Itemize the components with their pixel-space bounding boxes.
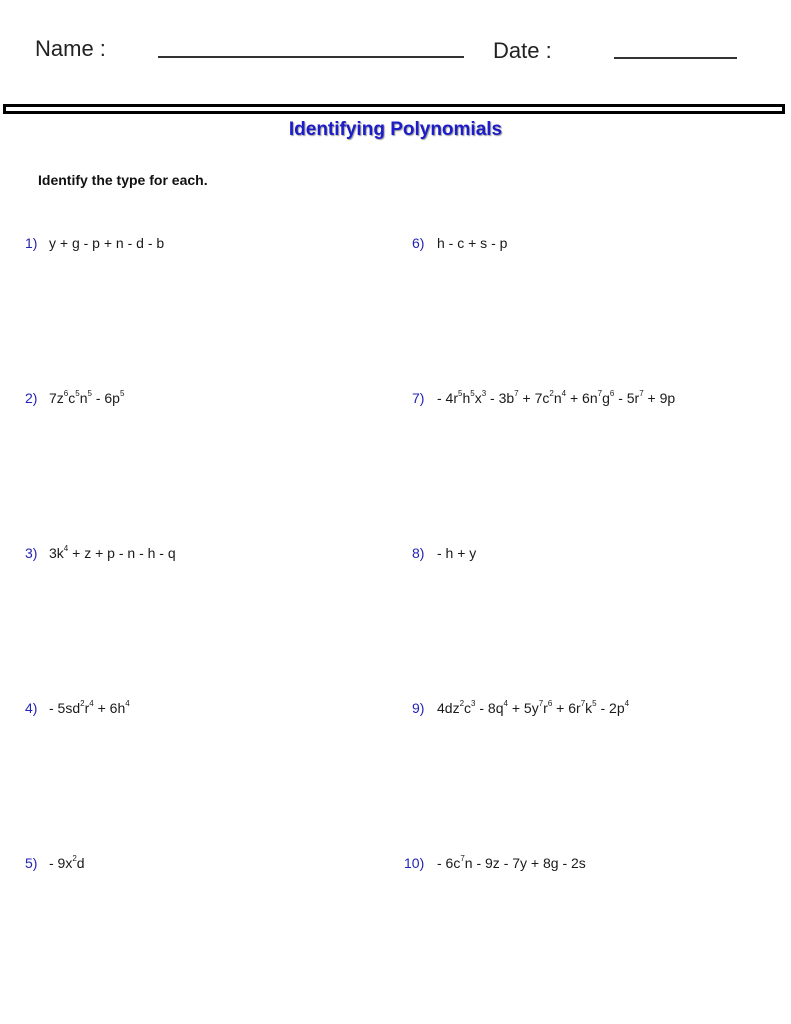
- exponent: 4: [561, 389, 567, 398]
- exponent: 6: [547, 699, 553, 708]
- expression-term: - 6c: [437, 855, 461, 871]
- exponent: 7: [639, 389, 644, 398]
- expression-term: + 5y: [507, 700, 539, 716]
- expression-term: h: [462, 390, 471, 406]
- problem-expression: [437, 235, 507, 251]
- date-field-line[interactable]: [614, 57, 737, 59]
- expression-term: h - c + s - p: [437, 235, 508, 251]
- problem-number: 8): [412, 545, 425, 561]
- problem-expression: [437, 390, 675, 406]
- problem-number: 10): [404, 855, 425, 871]
- problem-number: 7): [412, 390, 425, 406]
- exponent: 7: [580, 699, 586, 708]
- expression-term: + 9p: [643, 390, 676, 406]
- expression-term: - 5sd: [49, 700, 81, 716]
- name-field-line[interactable]: [158, 56, 464, 58]
- problem-item: [0, 700, 791, 718]
- expression-term: - h + y: [437, 545, 477, 561]
- expression-term: - 4r: [437, 390, 458, 406]
- exponent: 4: [503, 699, 508, 708]
- expression-term: n - 9z - 7y + 8g - 2s: [464, 855, 586, 871]
- exponent: 7: [597, 389, 603, 398]
- problem-expression: [437, 700, 629, 716]
- exponent: 5: [75, 389, 80, 398]
- expression-term: k: [585, 700, 593, 716]
- expression-term: y + g - p + n - d - b: [49, 235, 165, 251]
- exponent: 5: [592, 699, 597, 708]
- exponent: 3: [471, 699, 476, 708]
- expression-term: - 6p: [91, 390, 120, 406]
- expression-term: d: [76, 855, 85, 871]
- exponent: 7: [514, 389, 519, 398]
- expression-term: r: [543, 700, 548, 716]
- problem-item: [0, 855, 791, 873]
- expression-term: x: [474, 390, 482, 406]
- expression-term: 7z: [49, 390, 64, 406]
- date-label: Date :: [493, 38, 552, 63]
- exponent: 5: [119, 389, 125, 398]
- problem-item: [0, 235, 791, 253]
- exponent: 4: [89, 699, 94, 708]
- problem-expression: [437, 855, 586, 871]
- exponent: 5: [87, 389, 92, 398]
- problem-number: 3): [25, 545, 38, 561]
- expression-term: + z + p - n - h - q: [68, 545, 176, 561]
- expression-term: n: [553, 390, 562, 406]
- exponent: 4: [125, 699, 130, 708]
- exponent: 7: [460, 854, 465, 863]
- expression-term: c: [68, 390, 76, 406]
- problem-expression: [437, 545, 476, 561]
- expression-term: - 5r: [614, 390, 640, 406]
- name-label: Name :: [35, 36, 106, 61]
- instructions: Identify the type for each.: [38, 172, 208, 188]
- exponent: 2: [72, 854, 77, 863]
- header-divider: [3, 104, 785, 114]
- expression-term: g: [602, 390, 610, 406]
- expression-term: c: [464, 700, 472, 716]
- expression-term: 4dz: [437, 700, 460, 716]
- exponent: 2: [459, 699, 465, 708]
- exponent: 2: [80, 699, 85, 708]
- exponent: 6: [609, 389, 615, 398]
- expression-term: r: [84, 700, 90, 716]
- problem-number: 9): [412, 700, 425, 716]
- exponent: 2: [549, 389, 554, 398]
- expression-term: + 7c: [518, 390, 550, 406]
- exponent: 7: [538, 699, 544, 708]
- expression-term: - 2p: [596, 700, 625, 716]
- exponent: 5: [470, 389, 475, 398]
- exponent: 4: [63, 544, 69, 553]
- expression-term: - 9x: [49, 855, 73, 871]
- expression-term: n: [79, 390, 88, 406]
- problem-number: 6): [412, 235, 425, 251]
- worksheet-title: Identifying Polynomials: [288, 119, 503, 140]
- expression-term: + 6n: [566, 390, 598, 406]
- problem-item: [0, 390, 791, 408]
- exponent: 6: [63, 389, 69, 398]
- problem-number: 5): [25, 855, 38, 871]
- expression-term: - 8q: [475, 700, 504, 716]
- exponent: 3: [481, 389, 487, 398]
- exponent: 5: [458, 389, 463, 398]
- problem-number: 1): [25, 235, 38, 251]
- expression-term: 3k: [49, 545, 64, 561]
- problem-number: 4): [25, 700, 38, 716]
- problem-number: 2): [25, 390, 38, 406]
- expression-term: - 3b: [486, 390, 515, 406]
- expression-term: + 6r: [552, 700, 581, 716]
- exponent: 4: [624, 699, 630, 708]
- expression-term: + 6h: [93, 700, 126, 716]
- problem-item: [0, 545, 791, 563]
